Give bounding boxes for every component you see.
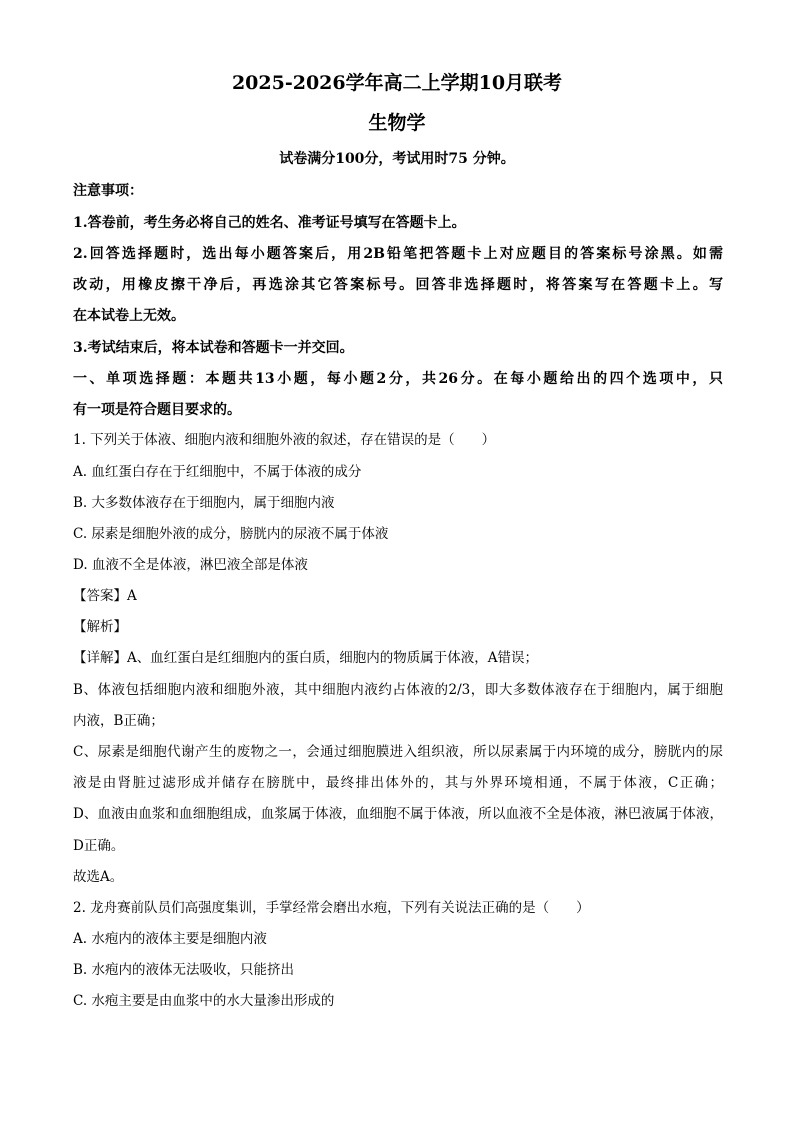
question-1-detail-b-line-2: 内液，B正确；: [73, 713, 164, 729]
question-1-detail-d-line-2: D正确。: [73, 838, 125, 854]
notice-item-1: 1.答卷前，考生务必将自己的姓名、准考证号填写在答题卡上。: [73, 215, 466, 231]
section-heading-line-1: 一、单项选择题：本题共13小题，每小题2分，共26分。在每小题给出的四个选项中，只: [73, 371, 723, 387]
question-1-option-b: B. 大多数体液存在于细胞内，属于细胞内液: [73, 495, 335, 511]
question-1-detail-a: 【详解】A、血红蛋白是红细胞内的蛋白质，细胞内的物质属于体液，A错误；: [73, 650, 538, 666]
notice-item-3: 3.考试结束后，将本试卷和答题卡一并交回。: [73, 340, 354, 356]
question-1-option-a: A. 血红蛋白存在于红细胞中，不属于体液的成分: [73, 464, 362, 480]
question-2-option-b: B. 水疱内的液体无法吸收，只能挤出: [73, 962, 295, 978]
notice-item-2-line-1: 2.回答选择题时，选出每小题答案后，用2B铅笔把答题卡上对应题目的答案标号涂黑。如需: [73, 246, 723, 262]
question-2-option-a: A. 水疱内的液体主要是细胞内液: [73, 931, 267, 947]
subject-title: 生物学: [368, 112, 426, 134]
exam-info: 试卷满分100分，考试用时75 分钟。: [279, 151, 515, 167]
question-1-detail-c-line-2: 液是由肾脏过滤形成并储存在膀胱中，最终排出体外的，其与外界环境相通，不属于体液，C正确；: [73, 775, 723, 791]
question-1-option-d: D. 血液不全是体液，淋巴液全部是体液: [73, 557, 308, 573]
question-1-option-c: C. 尿素是细胞外液的成分，膀胱内的尿液不属于体液: [73, 526, 389, 542]
section-heading-line-2: 有一项是符合题目要求的。: [73, 402, 241, 418]
question-1-detail-c-line-1: C、尿素是细胞代谢产生的废物之一，会通过细胞膜进入组织液，所以尿素属于内环境的成分，膀胱内的尿: [73, 744, 723, 760]
question-1-stem: 1. 下列关于体液、细胞内液和细胞外液的叙述，存在错误的是（ ）: [73, 432, 496, 448]
notice-heading: 注意事项：: [73, 183, 143, 199]
question-1-answer: 【答案】A: [73, 588, 137, 604]
question-1-detail-b-line-1: B、体液包括细胞内液和细胞外液，其中细胞内液约占体液的2/3，即大多数体液存在于细胞内，属于细胞: [73, 682, 723, 698]
question-1-detail-d-line-1: D、血液由血浆和血细胞组成，血浆属于体液，血细胞不属于体液，所以血液不全是体液，淋巴液属于体液，: [73, 806, 723, 822]
question-1-conclusion: 故选A。: [73, 869, 124, 885]
exam-title: 2025-2026学年高二上学期10月联考: [231, 72, 563, 94]
question-1-analysis-label: 【解析】: [73, 619, 127, 635]
notice-item-2-line-2: 改动，用橡皮擦干净后，再选涂其它答案标号。回答非选择题时，将答案写在答题卡上。写: [73, 277, 723, 293]
notice-item-2-line-3: 在本试卷上无效。: [73, 308, 185, 324]
question-2-stem: 2. 龙舟赛前队员们高强度集训，手掌经常会磨出水疱，下列有关说法正确的是（ ）: [73, 900, 590, 916]
question-2-option-c: C. 水疱主要是由血浆中的水大量渗出形成的: [73, 993, 335, 1009]
